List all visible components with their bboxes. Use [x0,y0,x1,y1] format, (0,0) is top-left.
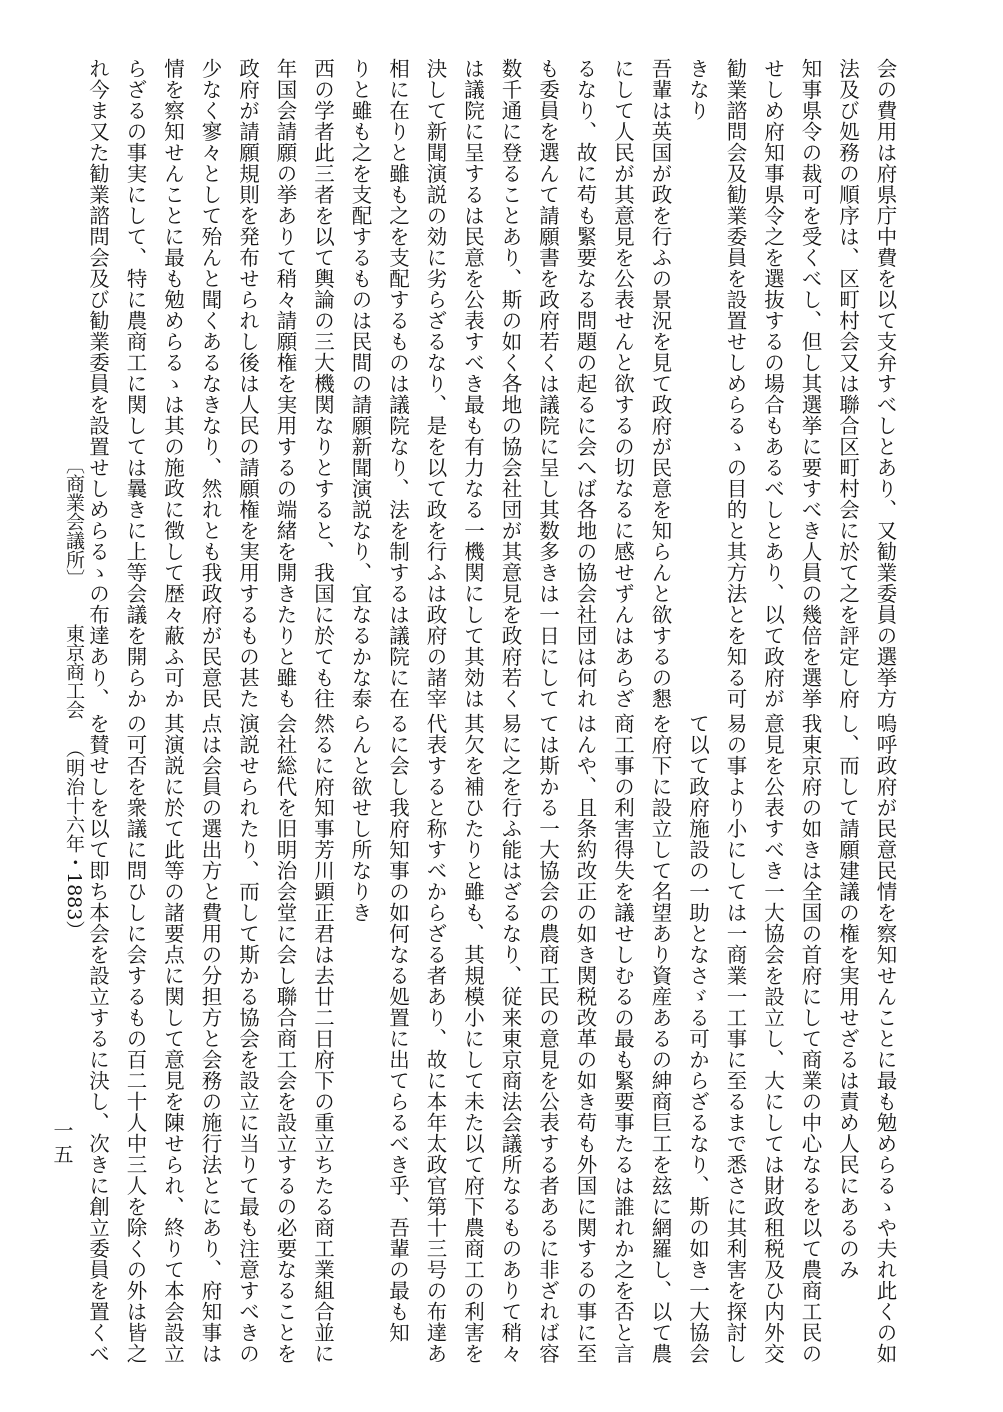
text-line: 相に在りと雖も之を支配するものは議院なり、法を制するは議院に在 [385,58,410,709]
text-line: 少なく寥々として殆んと聞くあるなきなり、然れとも我政府が民意民 [198,58,222,709]
text-line: 商工事の利害得失を議せしむるの最も緊要事たるは誰れか之を否と言 [610,713,635,1364]
text-line: 点は会員の選出方と費用の分担方と会務の施行法とにあり、府知事は [198,713,222,1364]
footer-era: （明治十六年・1883） [63,739,85,940]
text-line: にして人民が其意見を公表せんと欲するの切なるに感せずんはあらざ [610,58,635,709]
lower-text-block [85,713,903,1364]
text-line: 演説せられたり、而して斯かる協会を設立に当りて最も注意すべきの [235,713,260,1364]
text-line: は議院に呈するは民意を公表すべき最も有力なる一機関にして其効は [460,58,485,709]
text-line: らんと欲せし所なりき [348,713,372,923]
text-line: し、而して請願建議の権を実用せざるは責め人民にあるのみ [835,713,860,1280]
text-line: 易に之を行ふ能はざるなり、従来東京商法会議所なるものありて稍々 [498,713,522,1364]
text-line: りと雖も之を支配するものは民間の請願新聞演説なり、宜なるかな泰 [348,58,372,709]
text-line: 吾輩は英国が政を行ふの景況を見て政府が民意を知らんと欲するの懇 [648,58,672,709]
text-line: 意見を公表すべき一大協会を設立し、大にしては財政租税及ひ内外交 [760,713,785,1364]
text-line: も委員を選んて請願書を政府若くは議院に呈し其数多きは一日にして [535,58,560,709]
text-line: はんや、且条約改正の如き関税改革の如き苟も外国に関するの事に至 [573,713,597,1364]
text-line: 勧業諮問会及勧業委員を設置せしめらるゝの目的と其方法とを知る可 [723,58,747,709]
text-line: 決して新聞演説の効に劣らざるなり、是を以て政を行ふは政府の諸宰 [423,58,447,709]
text-line: らざるの事実にして、特に農商工に関しては曩きに上等会議を開らか [123,58,147,709]
text-line: 西の学者此三者を以て輿論の三大機関なりとすると、我国に於ても往 [310,58,335,709]
footer-org: 東京商工会 [63,624,85,719]
text-line: 然るに府知事芳川顕正君は去廿二日府下の重立ちたる商工業組合並に [310,713,335,1364]
footer-section: 〔商業会議所〕 [63,455,85,588]
text-line: を府下に設立して名望あり資産あるの紳商巨工を玆に網羅し、以て農 [648,713,672,1364]
text-line: 易の事より小にしては一商業一工事に至るまで悉さに其利害を探討し [723,713,747,1364]
text-line: 会社総代を旧明治会堂に会し聯合商工会を設立するの必要なることを [273,713,297,1364]
page-number: 一五 [50,1120,74,1168]
running-footer [48,455,88,939]
text-line: 政府が請願規則を発布せられし後は人民の請願権を実用するもの甚た [235,58,260,709]
text-line: ては斯かる一大協会の農商工民の意見を公表する者あるに非ざれば容 [535,713,560,1364]
text-line: 会の費用は府県庁中費を以て支弁すべしとあり、又勧業委員の選挙方 [873,58,897,709]
text-line: 数千通に登ることあり、斯の如く各地の協会社団が其意見を政府若く [498,58,522,709]
text-line: 其欠を補ひたりと雖も、其規模小にして未た以て府下農商工の利害を [460,713,485,1364]
text-line: 我東京府の如きは全国の首府にして商業の中心なるを以て農商工民の [798,713,822,1364]
text-line: 年国会請願の挙ありて稍々請願権を実用するの端緒を開きたりと雖も [273,58,297,709]
text-line: を賛せしを以て即ち本会を設立するに決し、次きに創立委員を置くべ [85,713,110,1364]
upper-text-block [85,58,903,709]
text-line: 知事県令の裁可を受くべし、但し其選挙に要すべき人員の幾倍を選挙 [798,58,822,709]
text-line: 情を察知せんことに最も勉めらるゝは其の施政に徴して歴々蔽ふ可か [160,58,185,709]
text-line: の可否を衆議に問ひしに会するもの百二十人中三人を除くの外は皆之 [123,713,147,1364]
text-line: 其演説に於て此等の諸要点に関して意見を陳せられ、終りて本会設立 [160,713,185,1364]
text-line: れ今ま又た勧業諮問会及び勧業委員を設置せしめらるゝの布達あり、 [85,58,110,709]
text-line: きなり [685,58,710,121]
text-line: るなり、故に苟も緊要なる問題の起るに会へば各地の協会社団は何れ [573,58,597,709]
text-line: るに会し我府知事の如何なる処置に出てらるべき乎、吾輩の最も知 [385,713,410,1343]
text-line: て以て政府施設の一助となさゞる可からざるなり、斯の如き一大協会 [685,713,710,1364]
text-line: 嗚呼政府が民意民情を察知せんことに最も勉めらるゝや夫れ此くの如 [873,713,897,1364]
text-line: 法及び処務の順序は、区町村会又は聯合区町村会に於て之を評定し府 [835,58,860,709]
text-line: 代表すると称すべからざる者あり、故に本年太政官第十三号の布達あ [423,713,447,1364]
text-line: せしめ府知事県令之を選抜するの場合もあるべしとあり、以て政府が [760,58,785,709]
